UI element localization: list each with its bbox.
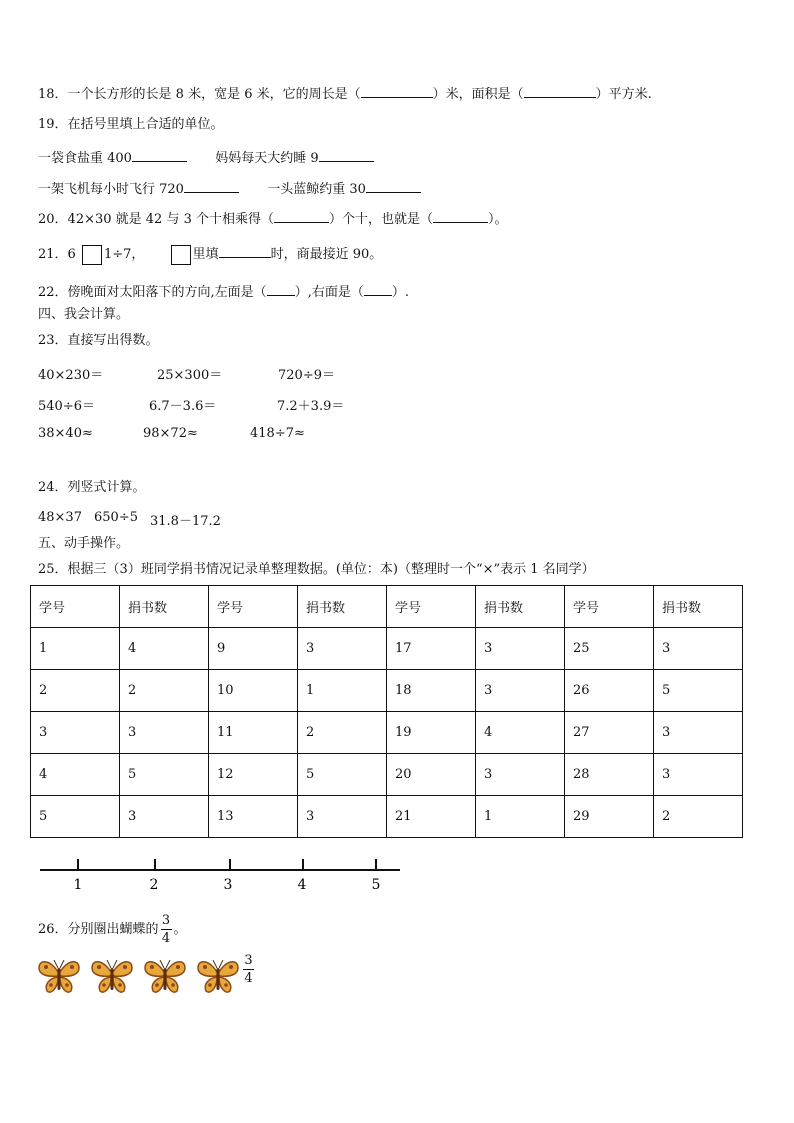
calc-item: 540÷6＝ bbox=[38, 399, 95, 414]
number-line bbox=[38, 855, 408, 895]
butterfly-icon[interactable] bbox=[89, 956, 135, 996]
header-cell: 捐书数 bbox=[120, 586, 209, 628]
table-cell: 10 bbox=[209, 670, 298, 712]
question-23-title: 23．直接写出得数。 bbox=[38, 333, 159, 348]
question-24-title: 24．列竖式计算。 bbox=[38, 480, 146, 495]
fraction: $\frac{3}{4}$ bbox=[161, 913, 171, 946]
header-cell: 捐书数 bbox=[654, 586, 743, 628]
question-26: 26．分别圈出蝴蝶的 $\frac{3}{4}$ 。 bbox=[38, 913, 187, 946]
header-cell: 学号 bbox=[31, 586, 120, 628]
answer-blank[interactable] bbox=[364, 281, 392, 296]
axis-label: 5 bbox=[371, 877, 381, 893]
axis-label: 1 bbox=[73, 877, 83, 893]
calc-item: 7.2＋3.9＝ bbox=[277, 399, 345, 414]
table-cell: 26 bbox=[565, 670, 654, 712]
table-cell: 27 bbox=[565, 712, 654, 754]
table-cell: 29 bbox=[565, 796, 654, 838]
table-cell: 3 bbox=[476, 754, 565, 796]
table-cell: 5 bbox=[654, 670, 743, 712]
table-cell: 21 bbox=[387, 796, 476, 838]
butterfly-icon[interactable] bbox=[36, 956, 82, 996]
header-cell: 学号 bbox=[565, 586, 654, 628]
question-19-row2: 一架飞机每小时飞行 720 一头蓝鲸约重 30 bbox=[38, 178, 421, 199]
butterfly-icon[interactable] bbox=[195, 956, 241, 996]
vertical-calc-item: 650÷5 bbox=[94, 510, 138, 525]
fraction: $\frac{3}{4}$ bbox=[244, 952, 253, 986]
calc-item: 6.7－3.6＝ bbox=[149, 399, 217, 414]
table-cell: 5 bbox=[298, 754, 387, 796]
table-cell: 28 bbox=[565, 754, 654, 796]
table-cell: 11 bbox=[209, 712, 298, 754]
table-cell: 12 bbox=[209, 754, 298, 796]
table-cell: 3 bbox=[476, 628, 565, 670]
table-cell: 25 bbox=[565, 628, 654, 670]
table-cell: 13 bbox=[209, 796, 298, 838]
calc-item: 38×40≈ bbox=[38, 426, 93, 441]
calc-item: 25×300＝ bbox=[157, 368, 223, 383]
header-cell: 捐书数 bbox=[476, 586, 565, 628]
axis-label: 2 bbox=[149, 877, 159, 893]
answer-blank[interactable] bbox=[433, 208, 488, 223]
section-5-heading: 五、动手操作。 bbox=[38, 536, 130, 551]
table-cell: 3 bbox=[120, 712, 209, 754]
table-cell: 2 bbox=[298, 712, 387, 754]
table-row bbox=[31, 670, 743, 712]
question-22: 22．傍晚面对太阳落下的方向,左面是（ ）,右面是（ ）. bbox=[38, 281, 409, 302]
table-cell: 3 bbox=[476, 670, 565, 712]
table-cell: 9 bbox=[209, 628, 298, 670]
table-cell: 1 bbox=[476, 796, 565, 838]
question-21: 21．6 1÷7， 里填 时，商最接近 90。 bbox=[38, 243, 382, 265]
answer-blank[interactable] bbox=[319, 147, 374, 162]
table-cell: 3 bbox=[654, 628, 743, 670]
table-cell: 4 bbox=[476, 712, 565, 754]
table-header-row bbox=[31, 586, 743, 628]
table-cell: 2 bbox=[120, 670, 209, 712]
digit-box[interactable] bbox=[82, 245, 102, 265]
answer-blank[interactable] bbox=[219, 243, 271, 258]
donation-table bbox=[30, 585, 743, 838]
vertical-calc-item: 48×37 bbox=[38, 510, 82, 525]
calc-item: 40×230＝ bbox=[38, 368, 104, 383]
table-cell: 4 bbox=[31, 754, 120, 796]
answer-blank[interactable] bbox=[274, 208, 329, 223]
table-row bbox=[31, 712, 743, 754]
table-cell: 2 bbox=[31, 670, 120, 712]
table-cell: 5 bbox=[31, 796, 120, 838]
table-row bbox=[31, 796, 743, 838]
table-cell: 3 bbox=[298, 628, 387, 670]
calc-item: 720÷9＝ bbox=[278, 368, 335, 383]
table-cell: 3 bbox=[654, 712, 743, 754]
table-cell: 20 bbox=[387, 754, 476, 796]
header-cell: 学号 bbox=[387, 586, 476, 628]
table-cell: 5 bbox=[120, 754, 209, 796]
question-19-row1: 一袋食盐重 400 妈妈每天大约睡 9 bbox=[38, 147, 374, 168]
butterfly-icon[interactable] bbox=[142, 956, 188, 996]
table-cell: 17 bbox=[387, 628, 476, 670]
answer-blank[interactable] bbox=[361, 83, 433, 98]
table-row bbox=[31, 754, 743, 796]
table-cell: 1 bbox=[31, 628, 120, 670]
question-20: 20．42×30 就是 42 与 3 个十相乘得（ ）个十，也就是（ ）。 bbox=[38, 208, 508, 229]
question-19-title: 19．在括号里填上合适的单位。 bbox=[38, 117, 224, 132]
section-4-heading: 四、我会计算。 bbox=[38, 307, 130, 322]
axis-label: 4 bbox=[297, 877, 307, 893]
calc-item: 418÷7≈ bbox=[250, 426, 305, 441]
answer-blank[interactable] bbox=[184, 178, 239, 193]
table-cell: 2 bbox=[654, 796, 743, 838]
digit-box[interactable] bbox=[171, 245, 191, 265]
header-cell: 捐书数 bbox=[298, 586, 387, 628]
table-cell: 4 bbox=[120, 628, 209, 670]
answer-blank[interactable] bbox=[524, 83, 596, 98]
table-cell: 3 bbox=[298, 796, 387, 838]
table-cell: 3 bbox=[120, 796, 209, 838]
answer-blank[interactable] bbox=[267, 281, 295, 296]
table-row bbox=[31, 628, 743, 670]
answer-blank[interactable] bbox=[366, 178, 421, 193]
header-cell: 学号 bbox=[209, 586, 298, 628]
table-cell: 3 bbox=[31, 712, 120, 754]
question-18: 18．一个长方形的长是 8 米，宽是 6 米，它的周长是（ ）米，面积是（ ）平方米. bbox=[38, 83, 652, 104]
axis-label: 3 bbox=[223, 877, 233, 893]
calc-item: 98×72≈ bbox=[143, 426, 198, 441]
answer-blank[interactable] bbox=[132, 147, 187, 162]
table-cell: 18 bbox=[387, 670, 476, 712]
table-cell: 1 bbox=[298, 670, 387, 712]
question-25-title: 25．根据三（3）班同学捐书情况记录单整理数据。(单位：本)（整理时一个“×”表示 1 名同学） bbox=[38, 562, 595, 577]
vertical-calc-item: 31.8－17.2 bbox=[150, 514, 221, 529]
table-cell: 3 bbox=[654, 754, 743, 796]
butterfly-row bbox=[36, 952, 256, 996]
table-cell: 19 bbox=[387, 712, 476, 754]
